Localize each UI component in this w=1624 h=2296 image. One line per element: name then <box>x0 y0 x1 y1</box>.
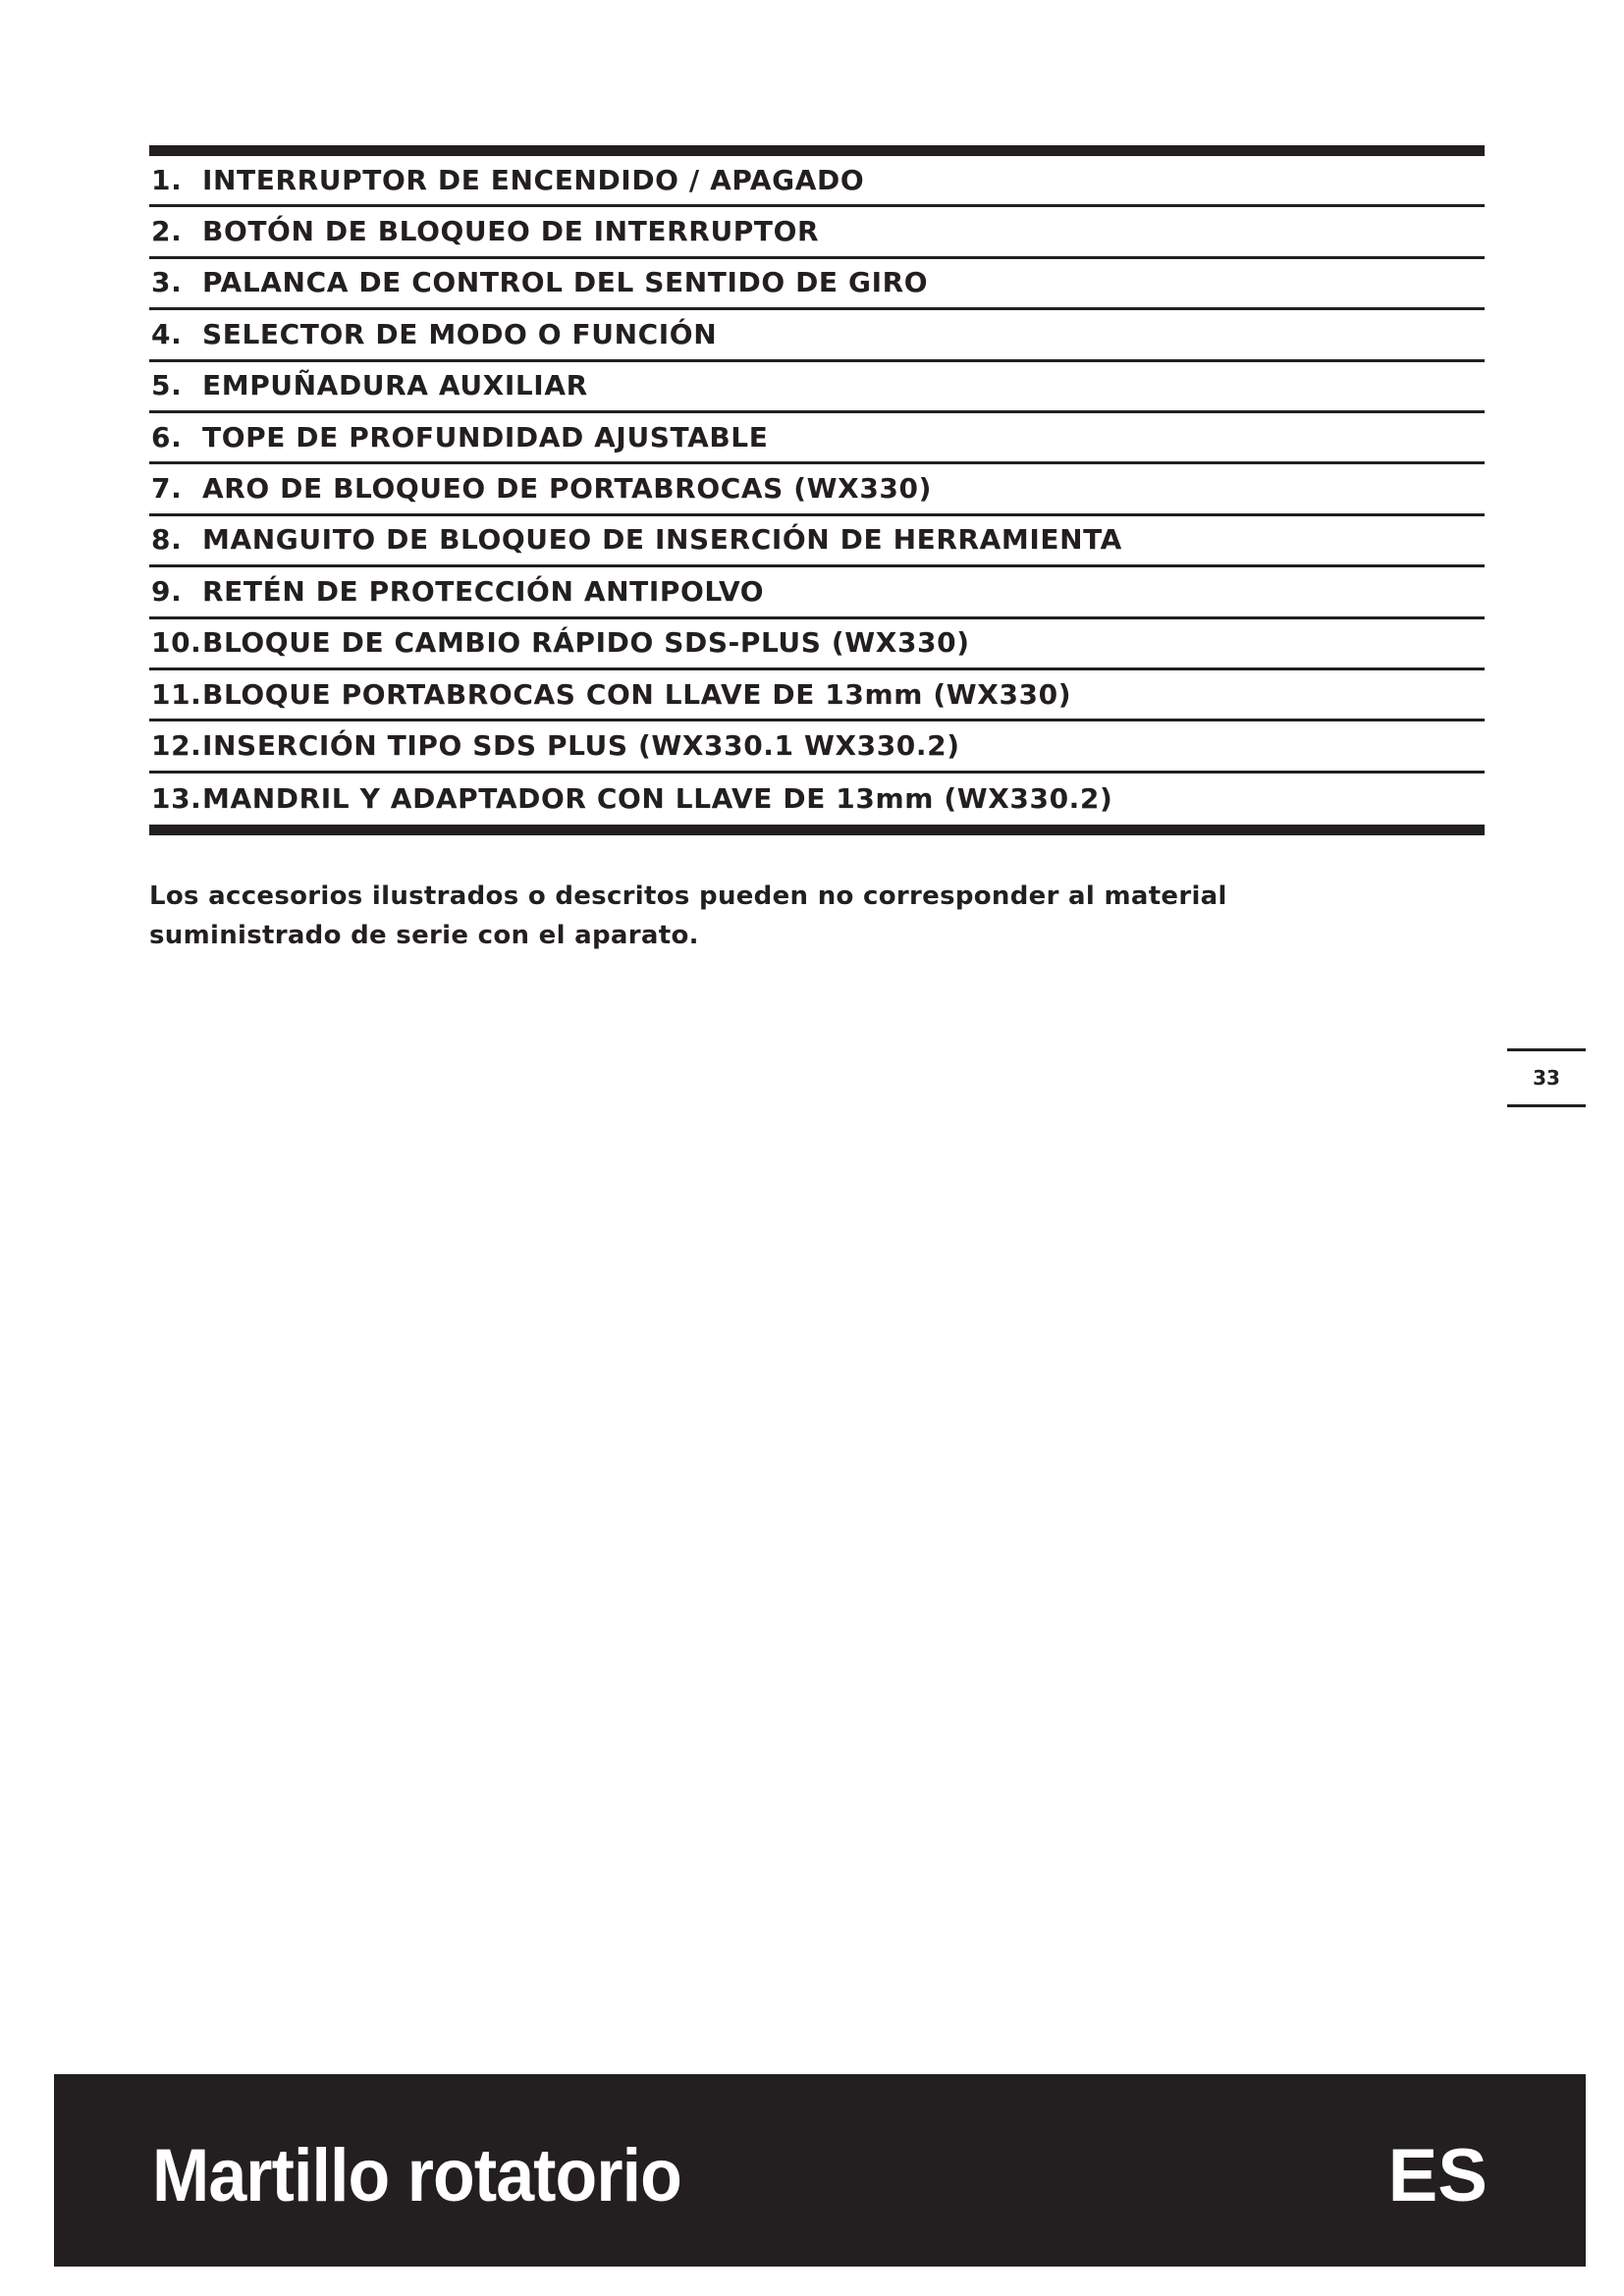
footer-banner <box>54 2074 1586 2267</box>
item-number: 3. <box>151 266 183 299</box>
parts-list-item <box>149 619 1485 670</box>
page-number-text: 33 <box>1533 1066 1560 1090</box>
page-number <box>1507 1048 1586 1107</box>
item-number: 5. <box>151 369 183 402</box>
parts-list-item <box>149 413 1485 464</box>
parts-list-item <box>149 259 1485 310</box>
accessories-note <box>149 877 1426 955</box>
item-number: 1. <box>151 163 183 196</box>
item-label: MANDRIL Y ADAPTADOR CON LLAVE DE 13mm (WX330.2) <box>202 781 1113 815</box>
item-label: SELECTOR DE MODO O FUNCIÓN <box>202 317 718 350</box>
item-label: EMPUÑADURA AUXILIAR <box>202 369 588 402</box>
note-line: Los accesorios ilustrados o descritos pueden no corresponder al material <box>149 881 1227 911</box>
note-line: suministrado de serie con el aparato. <box>149 921 699 950</box>
item-number: 9. <box>151 574 183 608</box>
parts-list-item <box>149 156 1485 207</box>
parts-list-item <box>149 310 1485 361</box>
item-label: MANGUITO DE BLOQUEO DE INSERCIÓN DE HERRAMIENTA <box>202 523 1122 557</box>
item-number: 2. <box>151 215 183 248</box>
parts-list-item <box>149 464 1485 515</box>
item-number: 11. <box>151 677 202 711</box>
item-label: ARO DE BLOQUEO DE PORTABROCAS (WX330) <box>202 472 932 506</box>
item-number: 4. <box>151 317 183 350</box>
item-label: INTERRUPTOR DE ENCENDIDO / APAGADO <box>202 163 865 196</box>
parts-list-item <box>149 207 1485 258</box>
item-label: INSERCIÓN TIPO SDS PLUS (WX330.1 WX330.2) <box>202 729 960 762</box>
parts-list-item <box>149 516 1485 567</box>
parts-list-item <box>149 567 1485 618</box>
language-code: ES <box>1387 2134 1488 2217</box>
item-number: 7. <box>151 472 183 506</box>
item-number: 12. <box>151 729 202 762</box>
item-number: 10. <box>151 626 202 660</box>
parts-list <box>149 145 1485 835</box>
parts-list-item <box>149 362 1485 413</box>
parts-list-item <box>149 670 1485 721</box>
item-number: 8. <box>151 523 183 557</box>
item-label: RETÉN DE PROTECCIÓN ANTIPOLVO <box>202 574 765 608</box>
item-label: TOPE DE PROFUNDIDAD AJUSTABLE <box>202 420 769 454</box>
item-number: 13. <box>151 781 202 815</box>
item-label: BLOQUE PORTABROCAS CON LLAVE DE 13mm (WX330) <box>202 677 1072 711</box>
parts-list-item <box>149 774 1485 825</box>
item-number: 6. <box>151 420 183 454</box>
item-label: BOTÓN DE BLOQUEO DE INTERRUPTOR <box>202 215 820 248</box>
parts-list-item <box>149 721 1485 773</box>
item-label: PALANCA DE CONTROL DEL SENTIDO DE GIRO <box>202 266 929 299</box>
footer-title: Martillo rotatorio <box>152 2134 681 2217</box>
item-label: BLOQUE DE CAMBIO RÁPIDO SDS-PLUS (WX330) <box>202 626 970 660</box>
